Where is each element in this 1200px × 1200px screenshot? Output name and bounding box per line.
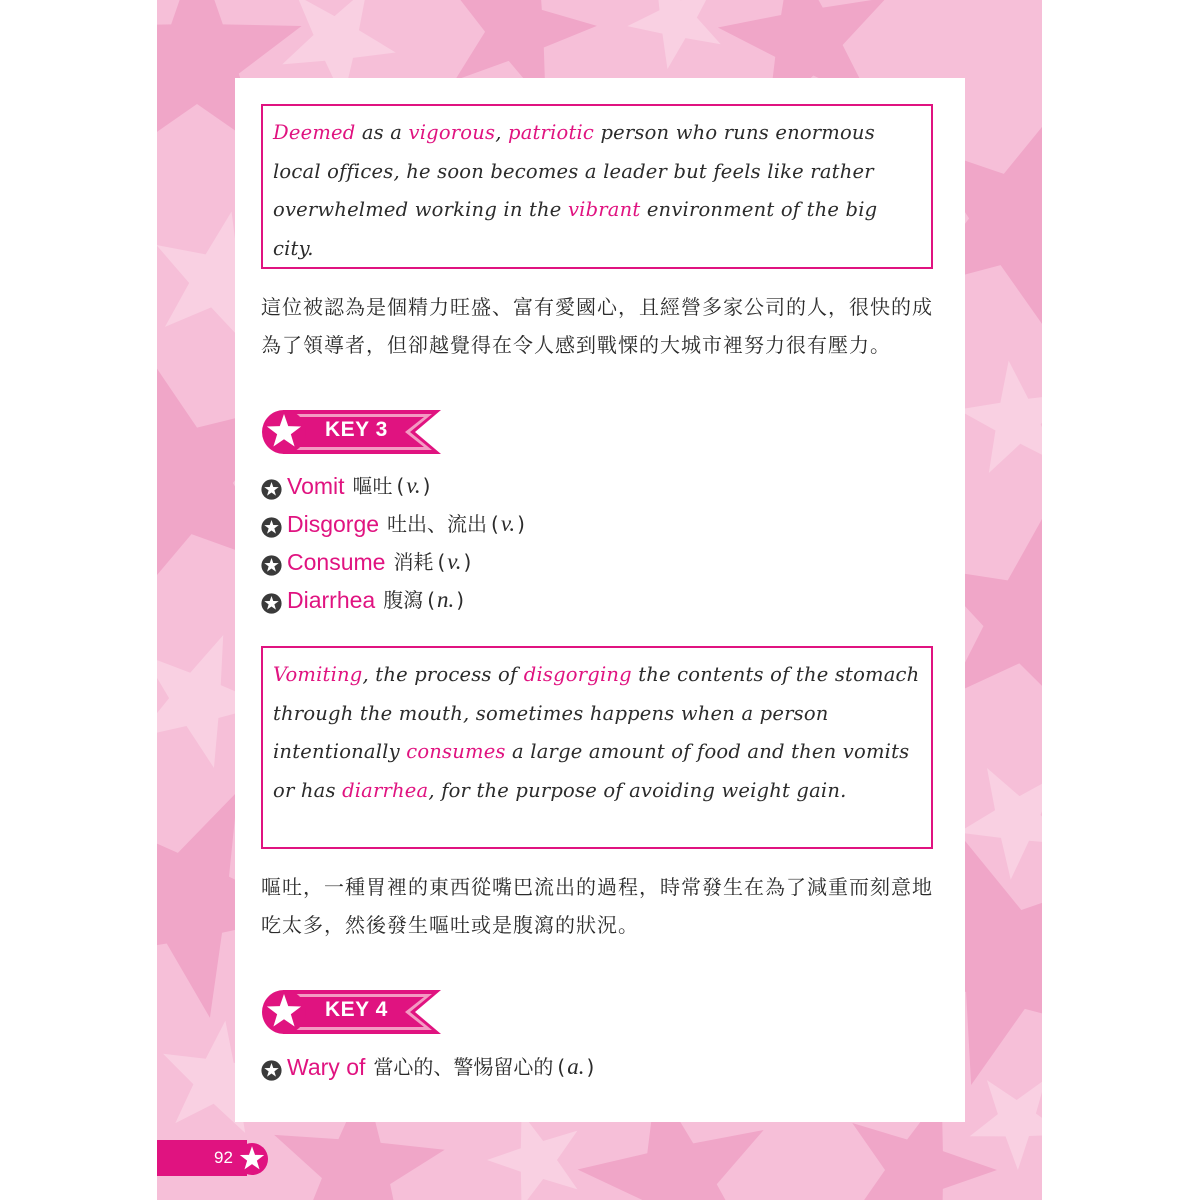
vocab-chinese-meaning: 吐出、流出 (387, 512, 488, 536)
circled-star-icon (261, 476, 282, 497)
sentence-text: the contents of the stomach through the mouth, sometimes happens when a person intentionally (273, 663, 920, 763)
highlighted-keyword: patriotic (508, 121, 595, 144)
key-3-label: KEY 3 (325, 418, 388, 441)
vocab-word: Diarrhea (287, 587, 376, 613)
example-sentence-box-1 (261, 104, 933, 269)
highlighted-keyword: disgorging (523, 663, 632, 686)
paren-close: ) (456, 588, 465, 612)
sentence-text: environment of the big city. (273, 198, 878, 260)
sentence-text: , (495, 121, 509, 144)
part-of-speech: v. (406, 473, 421, 498)
content-panel (235, 78, 965, 1122)
highlighted-keyword: vigorous (408, 121, 496, 144)
key-4-banner (261, 988, 441, 1036)
vocab-chinese-meaning: 消耗 (393, 550, 434, 574)
vocab-item (261, 543, 861, 581)
circled-star-icon (261, 514, 282, 535)
part-of-speech: v. (500, 511, 516, 536)
sentence-text: , for the purpose of avoiding weight gain. (428, 778, 847, 802)
part-of-speech: n. (437, 587, 455, 612)
vocab-item (261, 581, 861, 619)
page-number-tab (157, 1140, 247, 1176)
highlighted-keyword: consumes (406, 740, 506, 763)
paren-close: ) (586, 1055, 595, 1079)
sentence-text: , the process of (362, 663, 524, 686)
key-3-banner (261, 408, 441, 456)
highlighted-keyword: vibrant (567, 198, 641, 221)
sentence-text: person who runs enormous local offices, he soon becomes a leader but feels like rather overwhelmed working in the (273, 121, 875, 221)
sentence-text: as a (355, 121, 409, 144)
paren-open: ( (396, 474, 405, 498)
paren-close: ) (422, 474, 431, 498)
vocab-item (261, 467, 861, 505)
paren-close: ) (463, 550, 472, 574)
vocab-chinese-meaning: 腹瀉 (383, 588, 424, 612)
highlighted-keyword: Vomiting (273, 663, 363, 686)
key-3-vocab-list (261, 467, 861, 619)
vocab-item (261, 1048, 861, 1086)
page-background (157, 0, 1042, 1200)
part-of-speech: a. (567, 1054, 585, 1079)
circled-star-icon (261, 590, 282, 611)
highlighted-keyword: diarrhea (342, 778, 429, 802)
vocab-chinese-meaning: 當心的、警惕留心的 (373, 1055, 554, 1079)
chinese-translation-1: 這位被認為是個精力旺盛、富有愛國心，且經營多家公司的人，很快的成為了領導者，但卻越覺得在令人感到戰慄的大城市裡努力很有壓力。 (261, 295, 933, 357)
key-4-label: KEY 4 (325, 998, 388, 1021)
vocab-chinese-meaning: 嘔吐 (352, 474, 393, 498)
key-4-vocab-list (261, 1048, 861, 1086)
vocab-word: Wary of (287, 1054, 366, 1080)
star-icon (236, 1143, 268, 1175)
chinese-translation-2: 嘔吐，一種胃裡的東西從嘴巴流出的過程，時常發生在為了減重而刻意地吃太多，然後發生嘔吐或是腹瀉的狀況。 (261, 875, 933, 937)
part-of-speech: v. (447, 549, 462, 574)
page-number: 92 (214, 1148, 233, 1167)
paren-open: ( (491, 512, 499, 536)
example-sentence-box-2 (261, 646, 933, 849)
paren-open: ( (437, 550, 446, 574)
circled-star-icon (261, 552, 282, 573)
highlighted-keyword: Deemed (273, 121, 356, 144)
vocab-word: Disgorge (287, 511, 380, 537)
paren-close: ) (517, 512, 525, 536)
paren-open: ( (557, 1055, 566, 1079)
paren-open: ( (427, 588, 436, 612)
vocab-word: Vomit (287, 473, 345, 499)
circled-star-icon (261, 1057, 282, 1078)
vocab-word: Consume (287, 549, 386, 575)
vocab-item (261, 505, 861, 543)
sentence-text: a large amount of food and then vomits or has (273, 740, 910, 802)
